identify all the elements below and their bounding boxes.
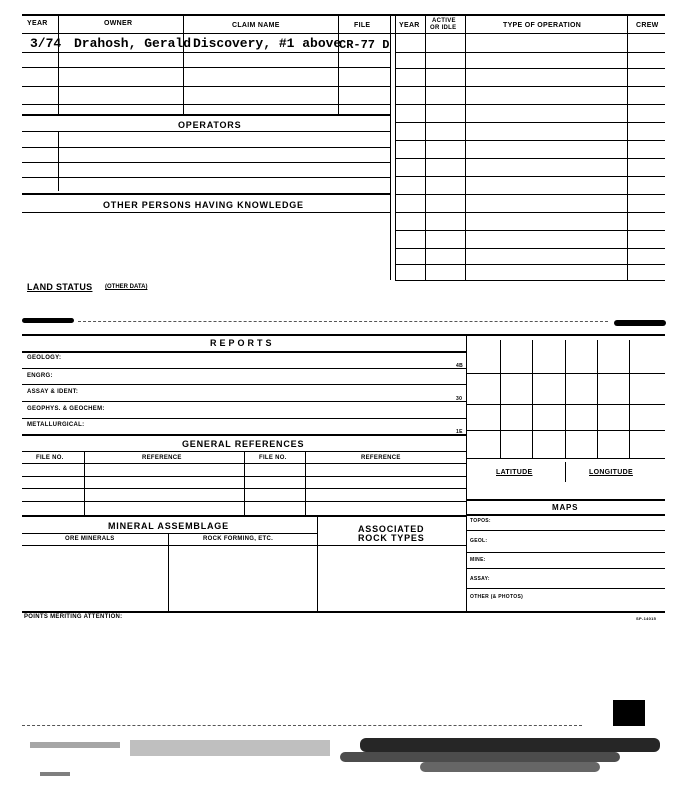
row1-year: 3/74 [30, 36, 62, 51]
longitude-label: LONGITUDE [589, 469, 633, 476]
maps-geol-label: GEOL: [470, 538, 488, 544]
header-year: YEAR [27, 20, 48, 27]
report-label-metallurgical: METALLURGICAL: [27, 422, 85, 428]
row1-owner: Drahosh, Gerald [74, 36, 192, 51]
header-claim-name: CLAIM NAME [232, 22, 280, 29]
general-references-heading: GENERAL REFERENCES [182, 439, 305, 449]
land-status-sub: (OTHER DATA) [105, 284, 148, 290]
report-num-metallurgical: 1E [456, 429, 463, 435]
header-year-2: YEAR [399, 22, 420, 29]
operators-heading: OPERATORS [178, 120, 242, 130]
header-owner: OWNER [104, 20, 133, 27]
header-file: FILE [354, 22, 371, 29]
rock-forming-label: ROCK FORMING, ETC. [203, 536, 274, 542]
header-type-of-operation: TYPE OF OPERATION [503, 22, 582, 29]
ore-minerals-label: ORE MINERALS [65, 536, 115, 542]
maps-heading: MAPS [552, 503, 579, 512]
header-or-idle: OR IDLE [430, 25, 457, 31]
mineral-assemblage-heading: MINERAL ASSEMBLAGE [108, 521, 229, 531]
genref-col-reference-2: REFERENCE [361, 455, 401, 461]
report-label-geophys: GEOPHYS. & GEOCHEM: [27, 406, 105, 412]
genref-col-file-no-2: FILE NO. [259, 455, 287, 461]
genref-col-reference-1: REFERENCE [142, 455, 182, 461]
header-crew: CREW [636, 22, 659, 29]
report-num-assay: 30 [456, 396, 463, 402]
maps-assay-label: ASSAY: [470, 576, 490, 582]
maps-mine-label: MINE: [470, 557, 486, 563]
reports-heading: REPORTS [210, 338, 275, 348]
other-persons-heading: OTHER PERSONS HAVING KNOWLEDGE [103, 200, 304, 210]
form-number: SP-14015 [636, 616, 657, 621]
land-status-label: LAND STATUS [27, 282, 93, 292]
genref-col-file-no-1: FILE NO. [36, 455, 64, 461]
points-meriting-attention: POINTS MERITING ATTENTION: [24, 614, 123, 620]
header-active: ACTIVE [432, 18, 456, 24]
report-label-engrg: ENGRG: [27, 373, 53, 379]
report-num-geology: 4B [456, 363, 463, 369]
associated-heading-1: ASSOCIATED [358, 524, 425, 534]
row1-file: CR-77 D [339, 38, 390, 52]
maps-other-label: OTHER (& PHOTOS) [470, 594, 524, 600]
report-label-geology: GEOLOGY: [27, 355, 62, 361]
associated-heading-2: ROCK TYPES [358, 533, 425, 543]
maps-topos-label: TOPOS: [470, 518, 491, 524]
report-label-assay: ASSAY & IDENT: [27, 389, 79, 395]
row1-claim-name: Discovery, #1 above [193, 36, 342, 51]
latitude-label: LATITUDE [496, 469, 533, 476]
